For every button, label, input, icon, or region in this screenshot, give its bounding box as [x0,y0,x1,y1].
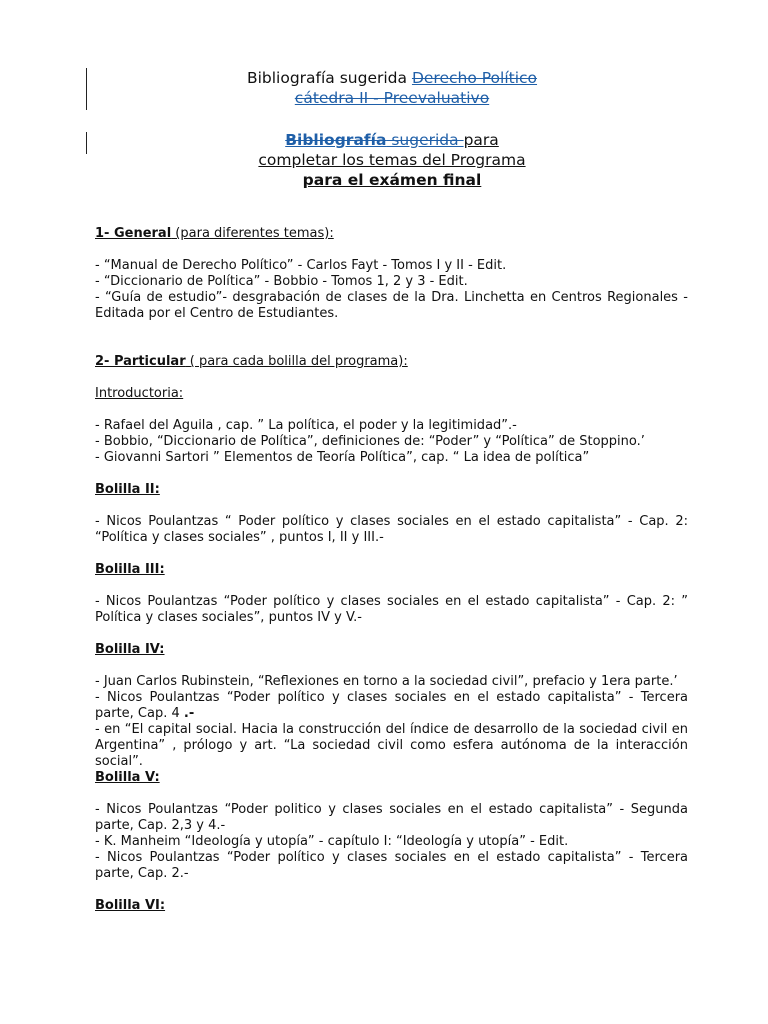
list-item: - “Guía de estudio”- desgrabación de clases de la Dra. Linchetta en Centros Regionales - Editada por el Centro de Estudiantes. [95,290,688,321]
list-item: - Nicos Poulantzas “ Poder político y clases sociales en el estado capitalista” - Cap. 2: “Política y clases sociales” , puntos I, II y III.- [95,514,688,545]
list-item: - Giovanni Sartori ” Elementos de Teoría Política”, cap. “ La idea de política” [95,450,590,465]
list-item: - Nicos Poulantzas “Poder politico y clases sociales en el estado capitalista” - Segunda parte, Cap. 2,3 y 4.- [95,802,688,833]
list-item-text: - Nicos Poulantzas “Poder político y clases sociales en el estado capitalista” - Tercera parte, Cap. 4 [95,690,688,721]
section-heading: 1- General [95,226,172,241]
section-general [95,226,688,242]
bolilla-heading: Bolilla IV: [95,642,165,657]
revision-bar [86,68,87,110]
subtitle-deleted-text: sugerida [386,131,464,149]
list-item: - Bobbio, “Diccionario de Política”, definiciones de: “Poder” y “Política” de Stoppino.’ [95,434,645,449]
subtitle-deleted-bold: Bibliografía [285,131,387,149]
title-plain: Bibliografía sugerida [246,69,412,87]
list-item: - Nicos Poulantzas “Poder político y clases sociales en el estado capitalista” - Cap. 2: ” Política y clases sociales”, puntos IV y V.- [95,594,688,625]
bolilla-heading: Bolilla II: [95,482,160,497]
bolilla-heading: Bolilla V: [95,770,160,785]
bolilla-heading: Bolilla VI: [95,898,166,913]
subtitle-line: completar los temas del Programa [258,151,526,169]
title-deleted-text: Derecho Político [411,69,538,87]
revision-bar [86,132,87,154]
section-particular [95,354,688,370]
list-item: - en “El capital social. Hacia la construcción del índice de desarrollo de la sociedad civil en Argentina” , prólogo y art. “La sociedad civil como esfera autónoma de la interacción social”. [95,722,688,769]
list-item-bold-suffix: .- [183,706,195,721]
document-body [95,226,688,914]
list-item: - K. Manheim “Ideología y utopía” - capítulo I: “Ideología y utopía” - Edit. [95,834,569,849]
subtitle-inserted-text: para [463,131,499,149]
list-item: - Rafael del Aguila , cap. ” La política, el poder y la legitimidad”.- [95,418,517,433]
subtitle-line-bold: para el exámen final [302,171,482,189]
list-item: - “Manual de Derecho Político” - Carlos Fayt - Tomos I y II - Edit. [95,258,507,273]
document-subtitle [96,130,688,190]
list-item: - “Diccionario de Política” - Bobbio - Tomos 1, 2 y 3 - Edit. [95,274,468,289]
list-item: - Nicos Poulantzas “Poder político y clases sociales en el estado capitalista” - Tercera parte, Cap. 2.- [95,850,688,881]
list-item: - Juan Carlos Rubinstein, “Reflexiones en torno a la sociedad civil”, prefacio y 1era parte.’ [95,674,678,689]
bolilla-heading: Bolilla III: [95,562,165,577]
document-title [96,68,688,108]
section-note: (para diferentes temas): [171,226,334,241]
title-deleted-text: cátedra II - Preevaluativo [294,89,490,107]
subsection-heading: Introductoria: [95,386,184,401]
list-item [95,690,688,722]
section-heading: 2- Particular [95,354,186,369]
section-note: ( para cada bolilla del programa): [185,354,408,369]
